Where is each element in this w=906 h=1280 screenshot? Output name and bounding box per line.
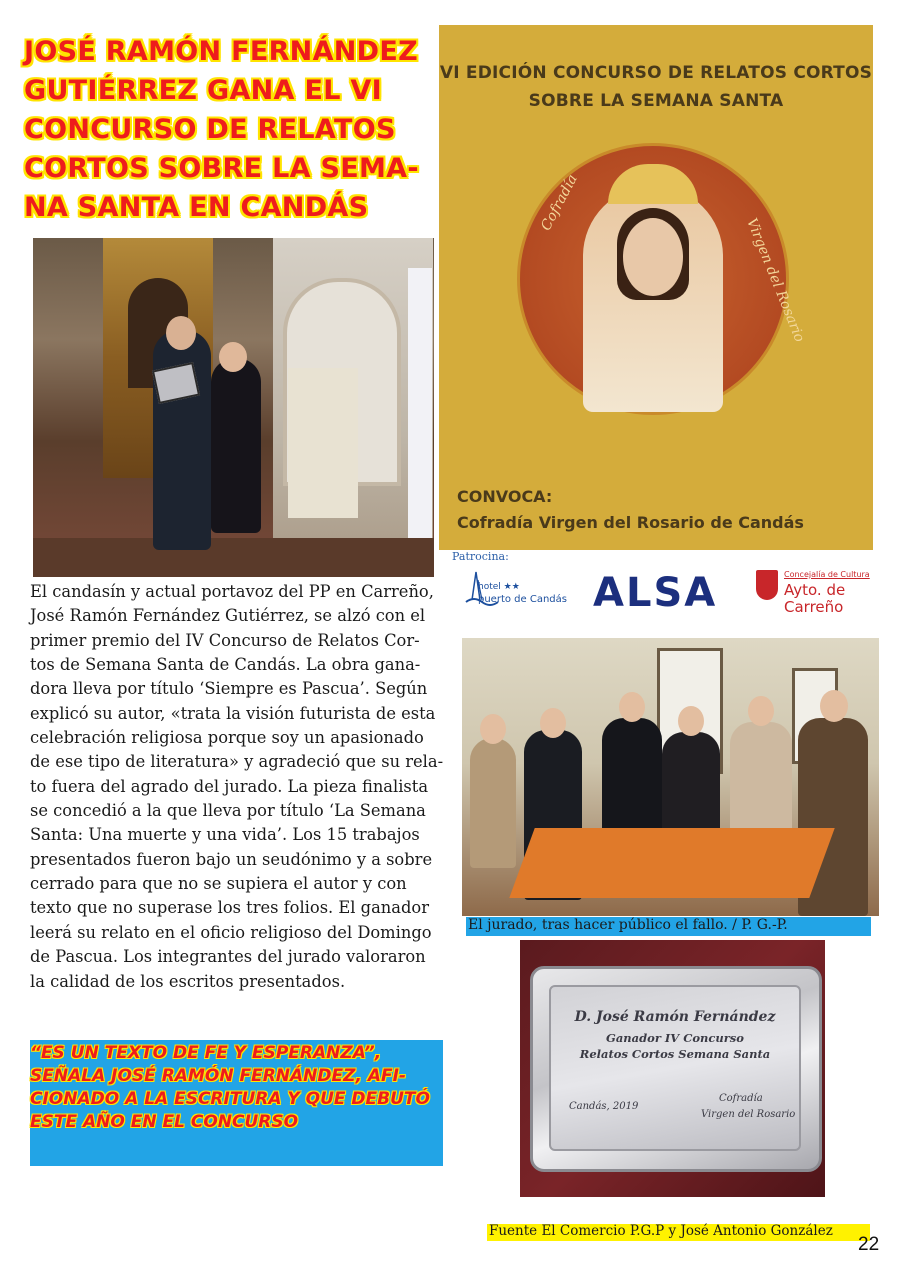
- jury-caption-bar: [466, 917, 871, 936]
- body-line: primer premio del IV Concurso de Relatos Cor-: [30, 630, 420, 650]
- medallion-text-right: Virgen del Rosario: [743, 216, 808, 345]
- body-line: José Ramón Fernández Gutiérrez, se alzó con el: [30, 606, 426, 626]
- ayto-name-line1: Ayto. de: [784, 581, 846, 599]
- plaque-engraving: [549, 985, 801, 1151]
- jury-member: [470, 738, 516, 868]
- contest-poster: [439, 25, 873, 550]
- plaque-org1: Cofradía: [719, 1093, 763, 1104]
- convoca-label: CONVOCA:: [457, 487, 553, 506]
- body-line: leerá su relato en el oficio religioso del Domingo: [30, 922, 432, 942]
- body-line: tos de Semana Santa de Candás. La obra gana-: [30, 655, 421, 675]
- body-line: cerrado para que no se supiera el autor y con: [30, 874, 407, 894]
- plaque-photo: [520, 940, 825, 1197]
- body-line: la calidad de los escritos presentados.: [30, 971, 346, 991]
- quote-line: “ES UN TEXTO DE FE Y ESPERANZA”,: [30, 1043, 382, 1063]
- jury-caption: El jurado, tras hacer público el fallo. / P. G.-P.: [468, 917, 788, 933]
- lectern: [288, 368, 358, 518]
- plaque-line2: Ganador IV Concurso: [606, 1031, 744, 1045]
- body-line: explicó su autor, «trata la visión futurista de esta: [30, 703, 436, 723]
- article-body: [30, 580, 444, 994]
- plaque-date: Candás, 2019: [569, 1101, 639, 1112]
- body-line: to fuera del agrado del jurado. La pieza finalista: [30, 776, 429, 796]
- medallion-text-left: Cofradía: [538, 172, 581, 234]
- jury-member-head: [480, 714, 506, 744]
- quote-line: ESTE AÑO EN EL CONCURSO: [30, 1112, 299, 1132]
- plaque-line1: D. José Ramón Fernández: [574, 1009, 776, 1025]
- sponsors-label: Patrocina:: [452, 550, 509, 563]
- body-line: se concedió a la que lleva por título ‘La Semana: [30, 801, 426, 821]
- body-line: de ese tipo de literatura» y agradeció que su rela-: [30, 752, 444, 772]
- headline-line: JOSÉ RAMÓN FERNÁNDEZ: [24, 36, 418, 67]
- award-plaque: [530, 966, 822, 1172]
- body-line: presentados fueron bajo un seudónimo y a sobre: [30, 849, 433, 869]
- poster-title-line: SOBRE LA SEMANA SANTA: [528, 91, 784, 111]
- virgin-face: [623, 218, 683, 296]
- cafe-table: [509, 828, 834, 898]
- hotel-name: puerto de Candás: [478, 594, 567, 605]
- poster-title-line: VI EDICIÓN CONCURSO DE RELATOS CORTOS: [439, 63, 873, 83]
- body-line: texto que no superase los tres folios. El ganador: [30, 898, 429, 918]
- presenter-figure: [211, 358, 261, 533]
- headline: [24, 32, 424, 227]
- body-line: Santa: Una muerte y una vida’. Los 15 trabajos: [30, 825, 420, 845]
- winner-head: [166, 316, 196, 350]
- pull-quote-box: [30, 1040, 443, 1166]
- award-ceremony-photo: [33, 238, 434, 577]
- page-number: 22: [858, 1234, 880, 1255]
- quote-line: SEÑALA JOSÉ RAMÓN FERNÁNDEZ, AFI-: [30, 1066, 406, 1086]
- virgin-crown: [608, 164, 698, 204]
- banner: [408, 268, 432, 548]
- source-bar: [487, 1224, 870, 1241]
- floor: [33, 538, 434, 577]
- ayto-name-line2: Carreño: [784, 598, 844, 616]
- sponsors-strip: [448, 548, 878, 628]
- jury-photo: [462, 638, 879, 916]
- virgin-medallion: [517, 143, 808, 415]
- jury-member-head: [619, 692, 645, 722]
- pull-quote: [30, 1042, 430, 1134]
- headline-line: GUTIÉRREZ GANA EL VI: [24, 75, 382, 106]
- winner-figure: [153, 330, 211, 550]
- body-line: El candasín y actual portavoz del PP en Carreño,: [30, 582, 434, 601]
- quote-line: CIONADO A LA ESCRITURA Y QUE DEBUTÓ: [30, 1089, 430, 1109]
- headline-line: CONCURSO DE RELATOS: [24, 114, 396, 145]
- hotel-top-label: hotel ★★: [478, 582, 520, 592]
- presenter-head: [219, 342, 247, 372]
- ayto-department: Concejalía de Cultura: [784, 570, 870, 579]
- headline-line: NA SANTA EN CANDÁS: [24, 192, 369, 223]
- headline-line: CORTOS SOBRE LA SEMA-: [24, 153, 419, 184]
- jury-member-head: [540, 708, 566, 738]
- convoca-text: Cofradía Virgen del Rosario de Candás: [457, 513, 804, 532]
- alsa-logo: ALSA: [593, 570, 718, 616]
- jury-member-head: [678, 706, 704, 736]
- plaque-org2: Virgen del Rosario: [701, 1109, 796, 1120]
- body-line: dora lleva por título ‘Siempre es Pascua’. Según: [30, 679, 428, 699]
- town-shield-icon: [756, 570, 778, 600]
- plaque-line3: Relatos Cortos Semana Santa: [579, 1047, 771, 1061]
- body-line: de Pascua. Los integrantes del jurado valoraron: [30, 947, 426, 967]
- jury-member-head: [820, 690, 848, 722]
- body-line: celebración religiosa porque soy un apasionado: [30, 728, 424, 748]
- jury-member-head: [748, 696, 774, 726]
- source-credit: Fuente El Comercio P.G.P y José Antonio González: [489, 1223, 833, 1239]
